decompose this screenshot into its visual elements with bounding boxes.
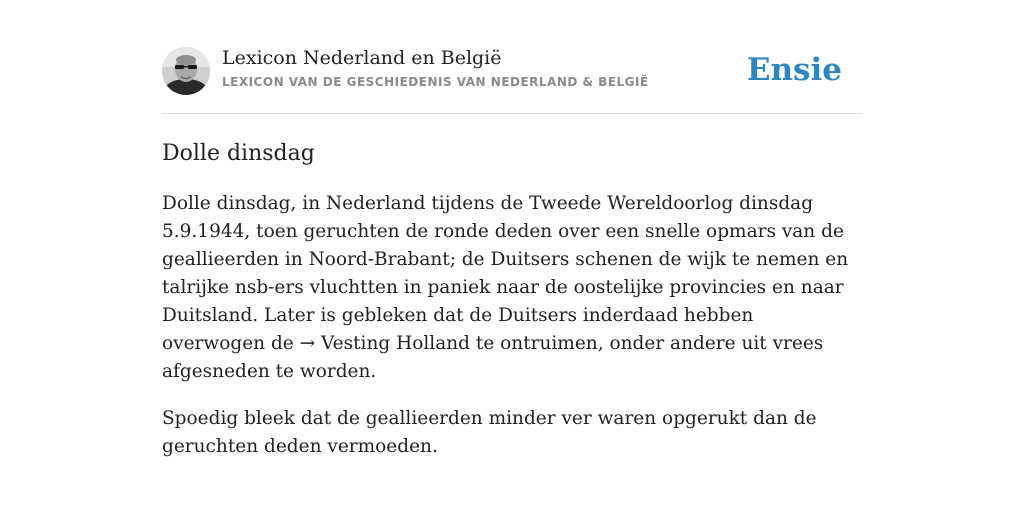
paragraph-text: Dolle dinsdag, in Nederland tijdens de Tweede Wereldoorlog dinsdag 5.9.1944, toen geruchten de ronde deden over een snelle opmars van de geallieerden in Noord-Brabant; de Duitsers schenen de wijk te nemen en talrijke nsb-ers vluchtten in paniek naar de oostelijke provincies en naar Duitsland. Later is gebleken dat de Duitsers inderdaad hebben overwogen de — [162, 193, 849, 354]
avatar-icon — [162, 47, 210, 95]
author-name[interactable]: Lexicon Nederland en België — [222, 47, 502, 69]
brand-logo[interactable]: Ensie — [746, 52, 842, 88]
article-paragraph — [162, 190, 862, 386]
author-block — [222, 46, 649, 90]
article-header — [162, 40, 862, 114]
paragraph-text: te ontruimen, onder andere uit vrees afgesneden te worden. — [162, 333, 824, 382]
author-subtitle: LEXICON VAN DE GESCHIEDENIS VAN NEDERLAND & BELGIË — [222, 75, 649, 89]
vesting-holland-link[interactable]: → Vesting Holland — [299, 333, 470, 354]
article-title: Dolle dinsdag — [162, 141, 315, 166]
article-paragraph: Spoedig bleek dat de geallieerden minder ver waren opgerukt dan de geruchten deden vermoeden. — [162, 408, 817, 457]
article-card — [162, 40, 862, 480]
author-avatar[interactable] — [162, 47, 210, 95]
